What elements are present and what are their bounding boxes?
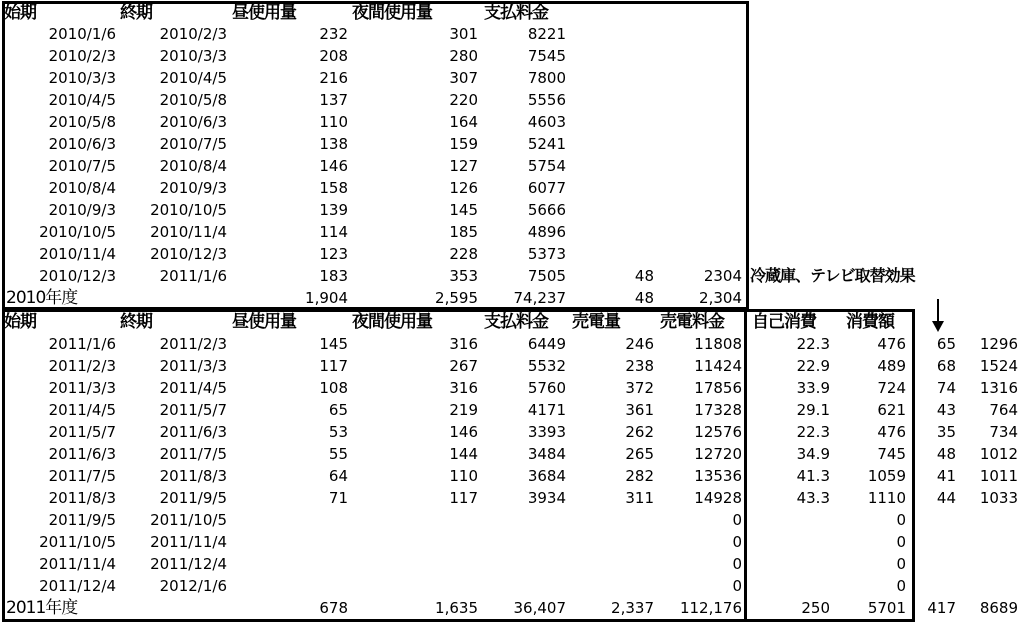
payment-cell: 7800 bbox=[527, 69, 566, 87]
end-date-cell: 2011/10/5 bbox=[150, 511, 227, 529]
night-usage-cell: 228 bbox=[449, 245, 478, 263]
sold-fee-cell: 12576 bbox=[694, 423, 742, 441]
extra-value-2-cell: 1316 bbox=[979, 379, 1018, 397]
self-consumption-cell: 33.9 bbox=[796, 379, 830, 397]
day-usage-cell: 110 bbox=[319, 113, 348, 131]
payment-cell: 3684 bbox=[527, 467, 566, 485]
table-row bbox=[0, 443, 1024, 465]
col-self-consumption-header: 自己消費 bbox=[752, 312, 816, 332]
header-row-2011 bbox=[0, 311, 1024, 333]
start-date-cell: 2011/2/3 bbox=[48, 357, 116, 375]
start-date-cell: 2010/6/3 bbox=[48, 135, 116, 153]
col-payment-header: 支払料金 bbox=[484, 3, 548, 23]
start-date-cell: 2011/6/3 bbox=[48, 445, 116, 463]
sold-power-cell bbox=[568, 155, 654, 177]
consumption-amount-cell: 0 bbox=[896, 533, 906, 551]
extra-value-1-cell: 41 bbox=[936, 467, 956, 485]
self-consumption-cell bbox=[752, 575, 830, 597]
payment-cell: 5556 bbox=[527, 91, 566, 109]
consumption-amount-cell: 724 bbox=[877, 379, 906, 397]
extra-value-1-cell: 74 bbox=[936, 379, 956, 397]
extra-value-2-cell: 1012 bbox=[979, 445, 1018, 463]
end-date-cell: 2011/7/5 bbox=[159, 445, 227, 463]
payment-cell: 5760 bbox=[527, 379, 566, 397]
table-row bbox=[0, 509, 1024, 531]
sold-fee-cell: 0 bbox=[732, 577, 742, 595]
total-day-2010: 1,904 bbox=[305, 289, 348, 307]
payment-cell: 3934 bbox=[527, 489, 566, 507]
sold-power-cell: 372 bbox=[625, 379, 654, 397]
sold-fee-cell: 0 bbox=[732, 511, 742, 529]
night-usage-cell bbox=[350, 553, 478, 575]
sold-power-cell bbox=[568, 177, 654, 199]
payment-cell: 4603 bbox=[527, 113, 566, 131]
total-sell-fee-2010: 2,304 bbox=[699, 289, 742, 307]
night-usage-cell: 145 bbox=[449, 201, 478, 219]
extra-value-1-cell: 48 bbox=[936, 445, 956, 463]
start-date-cell: 2011/4/5 bbox=[48, 401, 116, 419]
payment-cell: 5532 bbox=[527, 357, 566, 375]
end-date-cell: 2010/8/4 bbox=[159, 157, 227, 175]
start-date-cell: 2010/12/3 bbox=[39, 267, 116, 285]
total-sell-2010: 48 bbox=[634, 289, 654, 307]
end-date-cell: 2010/9/3 bbox=[159, 179, 227, 197]
day-usage-cell: 138 bbox=[319, 135, 348, 153]
total-sell-fee-2011: 112,176 bbox=[679, 599, 742, 617]
end-date-cell: 2011/12/4 bbox=[150, 555, 227, 573]
end-date-cell: 2010/12/3 bbox=[150, 245, 227, 263]
end-date-cell: 2011/4/5 bbox=[159, 379, 227, 397]
col-night-usage-header: 夜間使用量 bbox=[352, 312, 432, 332]
sold-fee-cell bbox=[656, 45, 742, 67]
payment-cell: 7505 bbox=[527, 267, 566, 285]
sold-fee-cell: 17856 bbox=[694, 379, 742, 397]
payment-cell bbox=[480, 553, 566, 575]
table-row bbox=[0, 377, 1024, 399]
consumption-amount-cell: 489 bbox=[877, 357, 906, 375]
col-sold-fee-header: 売電料金 bbox=[660, 312, 724, 332]
sold-fee-cell: 11424 bbox=[694, 357, 742, 375]
day-usage-cell: 183 bbox=[319, 267, 348, 285]
extra-value-1-cell: 35 bbox=[936, 423, 956, 441]
self-consumption-cell bbox=[752, 553, 830, 575]
payment-cell bbox=[480, 531, 566, 553]
payment-cell: 5754 bbox=[527, 157, 566, 175]
extra-value-2-cell bbox=[958, 531, 1018, 553]
end-date-cell: 2010/11/4 bbox=[150, 223, 227, 241]
sold-power-cell: 311 bbox=[625, 489, 654, 507]
note-row bbox=[0, 265, 1024, 287]
start-date-cell: 2011/7/5 bbox=[48, 467, 116, 485]
payment-cell: 4896 bbox=[527, 223, 566, 241]
sold-power-cell bbox=[568, 89, 654, 111]
start-date-cell: 2010/5/8 bbox=[48, 113, 116, 131]
self-consumption-cell bbox=[752, 531, 830, 553]
payment-cell: 5241 bbox=[527, 135, 566, 153]
start-date-cell: 2011/9/5 bbox=[48, 511, 116, 529]
table-row bbox=[0, 421, 1024, 443]
self-consumption-cell bbox=[752, 509, 830, 531]
self-consumption-cell: 41.3 bbox=[796, 467, 830, 485]
total-night-2011: 1,635 bbox=[435, 599, 478, 617]
extra-value-1-cell bbox=[916, 531, 956, 553]
night-usage-cell: 219 bbox=[449, 401, 478, 419]
sold-fee-cell: 0 bbox=[732, 555, 742, 573]
extra-value-2-cell: 764 bbox=[989, 401, 1018, 419]
total-self-2011: 250 bbox=[801, 599, 830, 617]
sold-power-cell: 238 bbox=[625, 357, 654, 375]
table-row bbox=[0, 355, 1024, 377]
note-text: 冷蔵庫、テレビ取替効果 bbox=[750, 266, 915, 285]
night-usage-cell bbox=[350, 575, 478, 597]
end-date-cell: 2010/6/3 bbox=[159, 113, 227, 131]
end-date-cell: 2011/3/3 bbox=[159, 357, 227, 375]
end-date-cell: 2010/7/5 bbox=[159, 135, 227, 153]
night-usage-cell: 301 bbox=[449, 25, 478, 43]
start-date-cell: 2011/8/3 bbox=[48, 489, 116, 507]
table-row bbox=[0, 465, 1024, 487]
day-usage-cell: 117 bbox=[319, 357, 348, 375]
end-date-cell: 2011/2/3 bbox=[159, 335, 227, 353]
payment-cell: 6449 bbox=[527, 335, 566, 353]
table-row bbox=[0, 221, 1024, 243]
total-label-2010: 2010年度 bbox=[6, 288, 78, 308]
night-usage-cell: 159 bbox=[449, 135, 478, 153]
night-usage-cell: 267 bbox=[449, 357, 478, 375]
start-date-cell: 2010/1/6 bbox=[48, 25, 116, 43]
day-usage-cell: 137 bbox=[319, 91, 348, 109]
sold-power-cell bbox=[568, 531, 654, 553]
night-usage-cell: 316 bbox=[449, 335, 478, 353]
sold-fee-cell bbox=[656, 67, 742, 89]
payment-cell: 3393 bbox=[527, 423, 566, 441]
total-consumption-2011: 5701 bbox=[867, 599, 906, 617]
day-usage-cell bbox=[230, 531, 348, 553]
night-usage-cell: 110 bbox=[449, 467, 478, 485]
extra-value-2-cell bbox=[958, 509, 1018, 531]
extra-value-1-cell: 43 bbox=[936, 401, 956, 419]
end-date-cell: 2011/9/5 bbox=[159, 489, 227, 507]
night-usage-cell bbox=[350, 509, 478, 531]
total-payment-2011: 36,407 bbox=[513, 599, 566, 617]
total-row-2010 bbox=[0, 287, 1024, 309]
night-usage-cell: 126 bbox=[449, 179, 478, 197]
sold-fee-cell bbox=[656, 89, 742, 111]
day-usage-cell: 145 bbox=[319, 335, 348, 353]
sold-power-cell bbox=[568, 575, 654, 597]
sold-power-cell bbox=[568, 509, 654, 531]
self-consumption-cell: 43.3 bbox=[796, 489, 830, 507]
sold-power-cell bbox=[568, 243, 654, 265]
sold-fee-cell bbox=[656, 155, 742, 177]
sold-power-cell bbox=[568, 221, 654, 243]
end-date-cell: 2010/10/5 bbox=[150, 201, 227, 219]
col-day-usage-header: 昼使用量 bbox=[232, 3, 296, 23]
sold-power-cell: 246 bbox=[625, 335, 654, 353]
sold-power-cell: 282 bbox=[625, 467, 654, 485]
table-row bbox=[0, 111, 1024, 133]
col-day-usage-header: 昼使用量 bbox=[232, 312, 296, 332]
day-usage-cell: 65 bbox=[328, 401, 348, 419]
consumption-amount-cell: 621 bbox=[877, 401, 906, 419]
sold-fee-cell bbox=[656, 221, 742, 243]
col-start-header: 始期 bbox=[4, 312, 36, 332]
sold-fee-cell: 0 bbox=[732, 533, 742, 551]
consumption-amount-cell: 745 bbox=[877, 445, 906, 463]
sold-power-cell: 48 bbox=[634, 267, 654, 285]
total-row-2011 bbox=[0, 597, 1024, 619]
extra-value-1-cell bbox=[916, 509, 956, 531]
day-usage-cell: 158 bbox=[319, 179, 348, 197]
night-usage-cell bbox=[350, 531, 478, 553]
sold-fee-cell: 17328 bbox=[694, 401, 742, 419]
start-date-cell: 2010/2/3 bbox=[48, 47, 116, 65]
col-consumption-amount-header: 消費額 bbox=[846, 312, 894, 332]
end-date-cell: 2011/8/3 bbox=[159, 467, 227, 485]
table-row bbox=[0, 67, 1024, 89]
total-night-2010: 2,595 bbox=[435, 289, 478, 307]
col-night-usage-header: 夜間使用量 bbox=[352, 3, 432, 23]
table-row bbox=[0, 575, 1024, 597]
night-usage-cell: 146 bbox=[449, 423, 478, 441]
end-date-cell: 2010/3/3 bbox=[159, 47, 227, 65]
night-usage-cell: 220 bbox=[449, 91, 478, 109]
sold-fee-cell bbox=[656, 133, 742, 155]
start-date-cell: 2010/8/4 bbox=[48, 179, 116, 197]
start-date-cell: 2011/10/5 bbox=[39, 533, 116, 551]
table-row bbox=[0, 531, 1024, 553]
total-extra-2-2011: 8689 bbox=[979, 599, 1018, 617]
day-usage-cell: 123 bbox=[319, 245, 348, 263]
night-usage-cell: 144 bbox=[449, 445, 478, 463]
day-usage-cell: 208 bbox=[319, 47, 348, 65]
start-date-cell: 2011/3/3 bbox=[48, 379, 116, 397]
payment-cell: 4171 bbox=[527, 401, 566, 419]
start-date-cell: 2010/7/5 bbox=[48, 157, 116, 175]
sold-fee-cell: 12720 bbox=[694, 445, 742, 463]
table-row bbox=[0, 45, 1024, 67]
day-usage-cell: 108 bbox=[319, 379, 348, 397]
sold-fee-cell: 14928 bbox=[694, 489, 742, 507]
sold-power-cell bbox=[568, 45, 654, 67]
total-day-2011: 678 bbox=[319, 599, 348, 617]
sold-fee-cell bbox=[656, 199, 742, 221]
extra-value-1-cell bbox=[916, 553, 956, 575]
day-usage-cell: 64 bbox=[328, 467, 348, 485]
col-end-header: 終期 bbox=[120, 3, 152, 23]
total-label-2011: 2011年度 bbox=[6, 598, 78, 618]
end-date-cell: 2011/11/4 bbox=[150, 533, 227, 551]
end-date-cell: 2010/4/5 bbox=[159, 69, 227, 87]
consumption-amount-cell: 0 bbox=[896, 511, 906, 529]
consumption-amount-cell: 0 bbox=[896, 577, 906, 595]
start-date-cell: 2010/9/3 bbox=[48, 201, 116, 219]
day-usage-cell bbox=[230, 509, 348, 531]
day-usage-cell: 53 bbox=[328, 423, 348, 441]
payment-cell: 5373 bbox=[527, 245, 566, 263]
payment-cell: 5666 bbox=[527, 201, 566, 219]
night-usage-cell: 185 bbox=[449, 223, 478, 241]
table-row bbox=[0, 553, 1024, 575]
sold-power-cell bbox=[568, 199, 654, 221]
night-usage-cell: 280 bbox=[449, 47, 478, 65]
day-usage-cell: 55 bbox=[328, 445, 348, 463]
sold-fee-cell: 2304 bbox=[703, 267, 742, 285]
extra-value-2-cell: 734 bbox=[989, 423, 1018, 441]
day-usage-cell bbox=[230, 575, 348, 597]
col-payment-header: 支払料金 bbox=[484, 312, 548, 332]
end-date-cell: 2011/1/6 bbox=[159, 267, 227, 285]
consumption-amount-cell: 0 bbox=[896, 555, 906, 573]
payment-cell bbox=[480, 575, 566, 597]
sold-power-cell bbox=[568, 67, 654, 89]
night-usage-cell: 316 bbox=[449, 379, 478, 397]
sold-fee-cell bbox=[656, 23, 742, 45]
night-usage-cell: 353 bbox=[449, 267, 478, 285]
end-date-cell: 2011/6/3 bbox=[159, 423, 227, 441]
night-usage-cell: 117 bbox=[449, 489, 478, 507]
sold-power-cell bbox=[568, 23, 654, 45]
extra-value-2-cell: 1296 bbox=[979, 335, 1018, 353]
day-usage-cell: 216 bbox=[319, 69, 348, 87]
extra-value-1-cell bbox=[916, 575, 956, 597]
extra-value-2-cell: 1011 bbox=[979, 467, 1018, 485]
table-row bbox=[0, 487, 1024, 509]
total-payment-2010: 74,237 bbox=[513, 289, 566, 307]
consumption-amount-cell: 476 bbox=[877, 335, 906, 353]
start-date-cell: 2011/11/4 bbox=[39, 555, 116, 573]
payment-cell: 6077 bbox=[527, 179, 566, 197]
start-date-cell: 2010/11/4 bbox=[39, 245, 116, 263]
extra-value-2-cell: 1524 bbox=[979, 357, 1018, 375]
table-row bbox=[0, 89, 1024, 111]
table-row bbox=[0, 199, 1024, 221]
payment-cell: 8221 bbox=[527, 25, 566, 43]
sold-power-cell: 361 bbox=[625, 401, 654, 419]
day-usage-cell: 232 bbox=[319, 25, 348, 43]
day-usage-cell bbox=[230, 553, 348, 575]
payment-cell: 3484 bbox=[527, 445, 566, 463]
self-consumption-cell: 22.3 bbox=[796, 423, 830, 441]
consumption-amount-cell: 1059 bbox=[867, 467, 906, 485]
table-row bbox=[0, 333, 1024, 355]
start-date-cell: 2011/12/4 bbox=[39, 577, 116, 595]
start-date-cell: 2010/10/5 bbox=[39, 223, 116, 241]
sold-power-cell bbox=[568, 111, 654, 133]
night-usage-cell: 127 bbox=[449, 157, 478, 175]
payment-cell: 7545 bbox=[527, 47, 566, 65]
day-usage-cell: 71 bbox=[328, 489, 348, 507]
total-extra-1-2011: 417 bbox=[927, 599, 956, 617]
total-sell-2011: 2,337 bbox=[611, 599, 654, 617]
consumption-amount-cell: 1110 bbox=[867, 489, 906, 507]
extra-value-2-cell bbox=[958, 553, 1018, 575]
extra-value-2-cell: 1033 bbox=[979, 489, 1018, 507]
end-date-cell: 2010/2/3 bbox=[159, 25, 227, 43]
night-usage-cell: 164 bbox=[449, 113, 478, 131]
down-arrow-icon bbox=[931, 299, 945, 333]
extra-value-2-cell bbox=[958, 575, 1018, 597]
sold-fee-cell bbox=[656, 177, 742, 199]
self-consumption-cell: 29.1 bbox=[796, 401, 830, 419]
table-row bbox=[0, 133, 1024, 155]
day-usage-cell: 114 bbox=[319, 223, 348, 241]
sold-power-cell: 265 bbox=[625, 445, 654, 463]
end-date-cell: 2012/1/6 bbox=[159, 577, 227, 595]
extra-value-1-cell: 68 bbox=[936, 357, 956, 375]
day-usage-cell: 139 bbox=[319, 201, 348, 219]
payment-cell bbox=[480, 509, 566, 531]
table-row bbox=[0, 155, 1024, 177]
sold-power-cell bbox=[568, 133, 654, 155]
end-date-cell: 2011/5/7 bbox=[159, 401, 227, 419]
start-date-cell: 2011/5/7 bbox=[48, 423, 116, 441]
night-usage-cell: 307 bbox=[449, 69, 478, 87]
extra-value-1-cell: 44 bbox=[936, 489, 956, 507]
sold-fee-cell bbox=[656, 111, 742, 133]
start-date-cell: 2010/3/3 bbox=[48, 69, 116, 87]
col-start-header: 始期 bbox=[4, 3, 36, 23]
col-end-header: 終期 bbox=[120, 312, 152, 332]
self-consumption-cell: 34.9 bbox=[796, 445, 830, 463]
sold-fee-cell: 13536 bbox=[694, 467, 742, 485]
table-row bbox=[0, 23, 1024, 45]
start-date-cell: 2010/4/5 bbox=[48, 91, 116, 109]
table-row bbox=[0, 177, 1024, 199]
self-consumption-cell: 22.3 bbox=[796, 335, 830, 353]
sold-fee-cell: 11808 bbox=[694, 335, 742, 353]
sold-fee-cell bbox=[656, 243, 742, 265]
consumption-amount-cell: 476 bbox=[877, 423, 906, 441]
sold-power-cell: 262 bbox=[625, 423, 654, 441]
table-row bbox=[0, 399, 1024, 421]
extra-value-1-cell: 65 bbox=[936, 335, 956, 353]
day-usage-cell: 146 bbox=[319, 157, 348, 175]
self-consumption-cell: 22.9 bbox=[796, 357, 830, 375]
table-row bbox=[0, 243, 1024, 265]
sold-power-cell bbox=[568, 553, 654, 575]
header-row-2010 bbox=[0, 2, 1024, 24]
start-date-cell: 2011/1/6 bbox=[48, 335, 116, 353]
col-sold-power-header: 売電量 bbox=[572, 312, 620, 332]
end-date-cell: 2010/5/8 bbox=[159, 91, 227, 109]
